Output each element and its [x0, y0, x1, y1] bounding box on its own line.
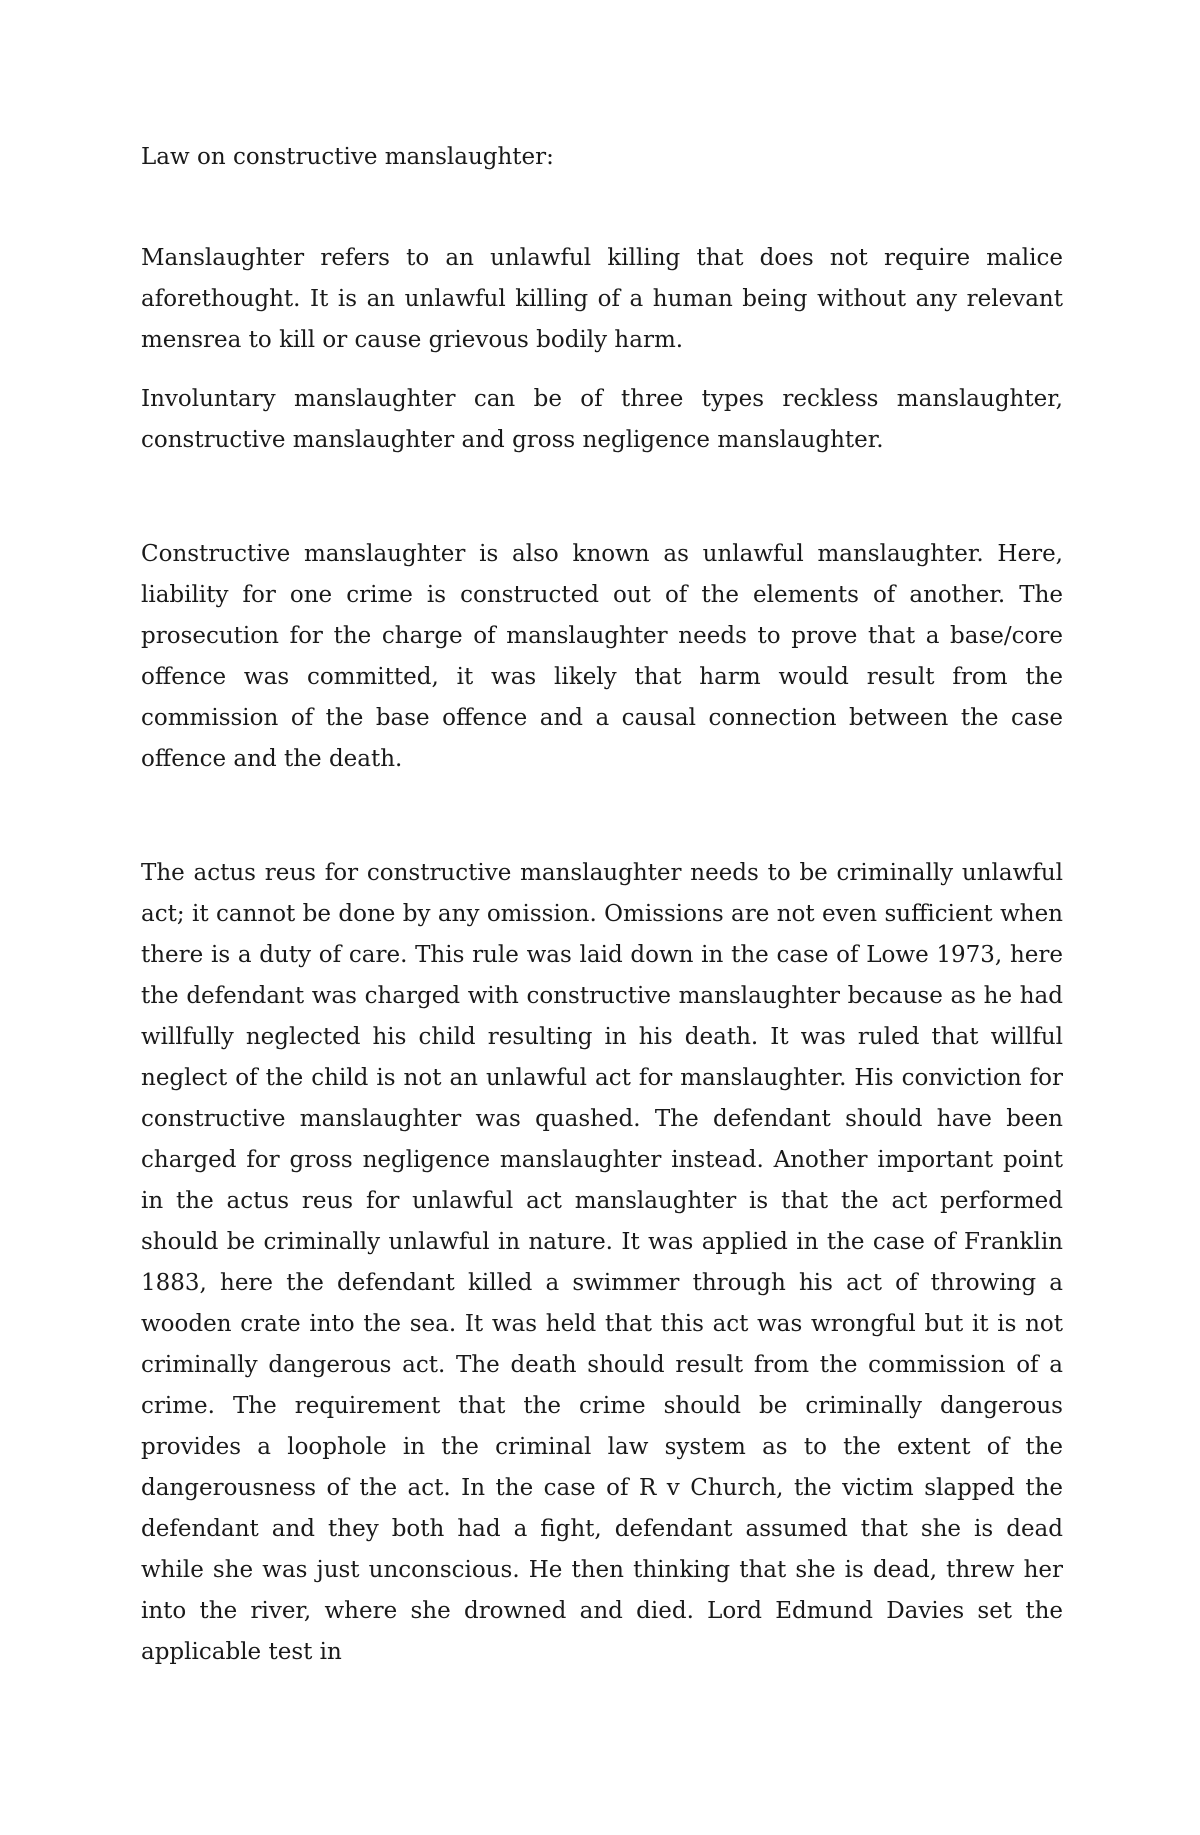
paragraph-manslaughter-definition: Manslaughter refers to an unlawful killing that does not require malice aforethought. It is an unlawful killing of a human being without any relevant mensrea to kill or cause grievous bodily harm.	[141, 245, 1063, 353]
document-title: Law on constructive manslaughter:	[141, 144, 554, 170]
paragraph-actus-reus: The actus reus for constructive manslaughter needs to be criminally unlawful act; it cannot be done by any omission. Omissions are not even sufficient when there is a duty of care. This rule was laid down in the case of Lowe 1973, here the defendant was charged with constructive manslaughter because as he had willfully neglected his child resulting in his death. It was ruled that willful neglect of the child is not an unlawful act for manslaughter. His conviction for constructive manslaughter was quashed. The defendant should have been charged for gross negligence manslaughter instead. Another important point in the actus reus for unlawful act manslaughter is that the act performed should be criminally unlawful in nature. It was applied in the case of Franklin 1883, here the defendant killed a swimmer through his act of throwing a wooden crate into the sea. It was held that this act was wrongful but it is not criminally dangerous act. The death should result from the commission of a crime. The requirement that the crime should be criminally dangerous provides a loophole in the criminal law system as to the extent of the dangerousness of the act. In the case of R v Church, the victim slapped the defendant and they both had a fight, defendant assumed that she is dead while she was just unconscious. He then thinking that she is dead, threw her into the river, where she drowned and died. Lord Edmund Davies set the applicable test in	[141, 860, 1063, 1665]
paragraph-involuntary-types: Involuntary manslaughter can be of three types reckless manslaughter, constructive manslaughter and gross negligence manslaughter.	[141, 386, 1063, 453]
paragraph-constructive-definition: Constructive manslaughter is also known as unlawful manslaughter. Here, liability for one crime is constructed out of the elements of another. The prosecution for the charge of manslaughter needs to prove that a base/core offence was committed, it was likely that harm would result from the commission of the base offence and a causal connection between the case offence and the death.	[141, 541, 1063, 772]
document-body	[141, 137, 1063, 1673]
